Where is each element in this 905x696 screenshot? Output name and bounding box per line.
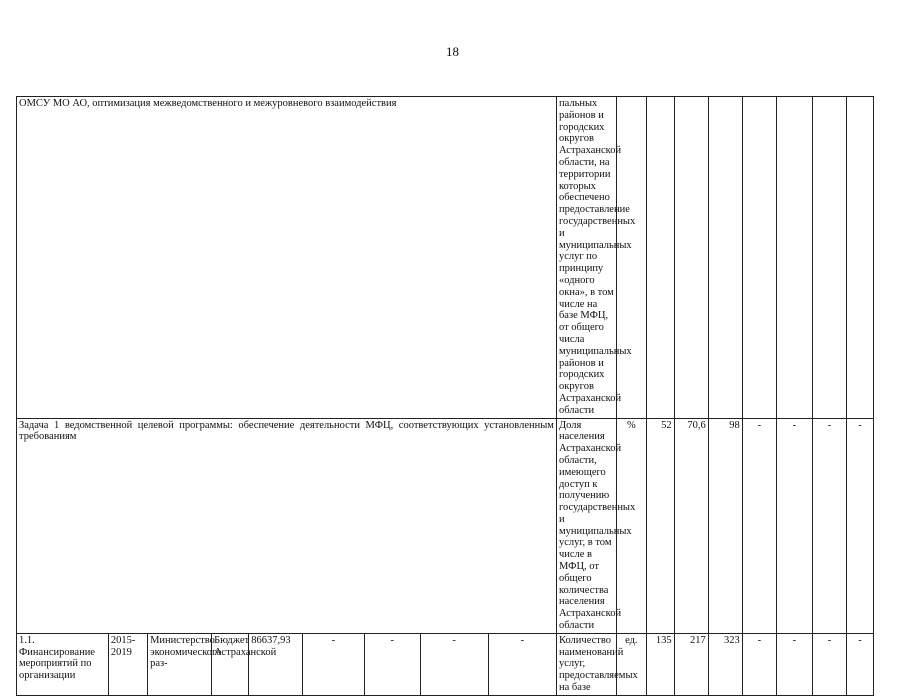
row2-value: 98	[708, 418, 742, 633]
row3-total: 86637,93	[249, 633, 303, 695]
row3-fin-dash: -	[420, 633, 488, 695]
row2-value: 70,6	[674, 418, 708, 633]
row3-value: 323	[708, 633, 742, 695]
row3-value: 217	[674, 633, 708, 695]
program-table	[16, 96, 874, 696]
row3-executor: Министерство экономического раз-	[148, 633, 212, 695]
row1-value	[847, 97, 874, 419]
row3-dash: -	[742, 633, 776, 695]
row3-source: Бюджет Астраханской	[212, 633, 249, 695]
row2-dash: -	[847, 418, 874, 633]
row1-indicator: пальных районов и городских округов Астраханской области, на территории которых обеспечено предоставление государственных и муниципальных услуг по принципу «одного окна», в том числе на базе МФЦ, от общего числа муниципальных районов и городских округов Астраханской области	[556, 97, 616, 419]
row3-fin-dash: -	[488, 633, 556, 695]
page-number: 18	[446, 44, 459, 59]
row3-unit: ед.	[616, 633, 646, 695]
row3-name: 1.1. Финансирование мероприятий по организации	[17, 633, 109, 695]
table-row	[17, 418, 874, 633]
row2-text: Задача 1 ведомственной целевой программы: обеспечение деятельности МФЦ, соответствующих установленным требованиям	[17, 418, 557, 633]
row3-fin-dash: -	[302, 633, 364, 695]
row1-value	[708, 97, 742, 419]
row3-fin-dash: -	[364, 633, 420, 695]
row1-value	[646, 97, 674, 419]
row2-dash: -	[776, 418, 812, 633]
table-row	[17, 633, 874, 695]
row1-value	[742, 97, 776, 419]
row1-value	[776, 97, 812, 419]
row3-period: 2015-2019	[108, 633, 147, 695]
row2-unit: %	[616, 418, 646, 633]
row3-value: 135	[646, 633, 674, 695]
row2-dash: -	[812, 418, 846, 633]
row3-dash: -	[812, 633, 846, 695]
row2-value: 52	[646, 418, 674, 633]
row3-dash: -	[847, 633, 874, 695]
row1-text: ОМСУ МО АО, оптимизация межведомственного и межуровневого взаимодействия	[17, 97, 557, 419]
row3-indicator: Количество наименований услуг, предоставляемых на базе	[556, 633, 616, 695]
row2-dash: -	[742, 418, 776, 633]
row1-value	[674, 97, 708, 419]
row2-indicator: Доля населения Астраханской области, имеющего доступ к получению государственных и муниципальных услуг, в том числе в МФЦ, от общего количества населения Астраханской области	[556, 418, 616, 633]
table-row	[17, 97, 874, 419]
row1-value	[812, 97, 846, 419]
row3-dash: -	[776, 633, 812, 695]
